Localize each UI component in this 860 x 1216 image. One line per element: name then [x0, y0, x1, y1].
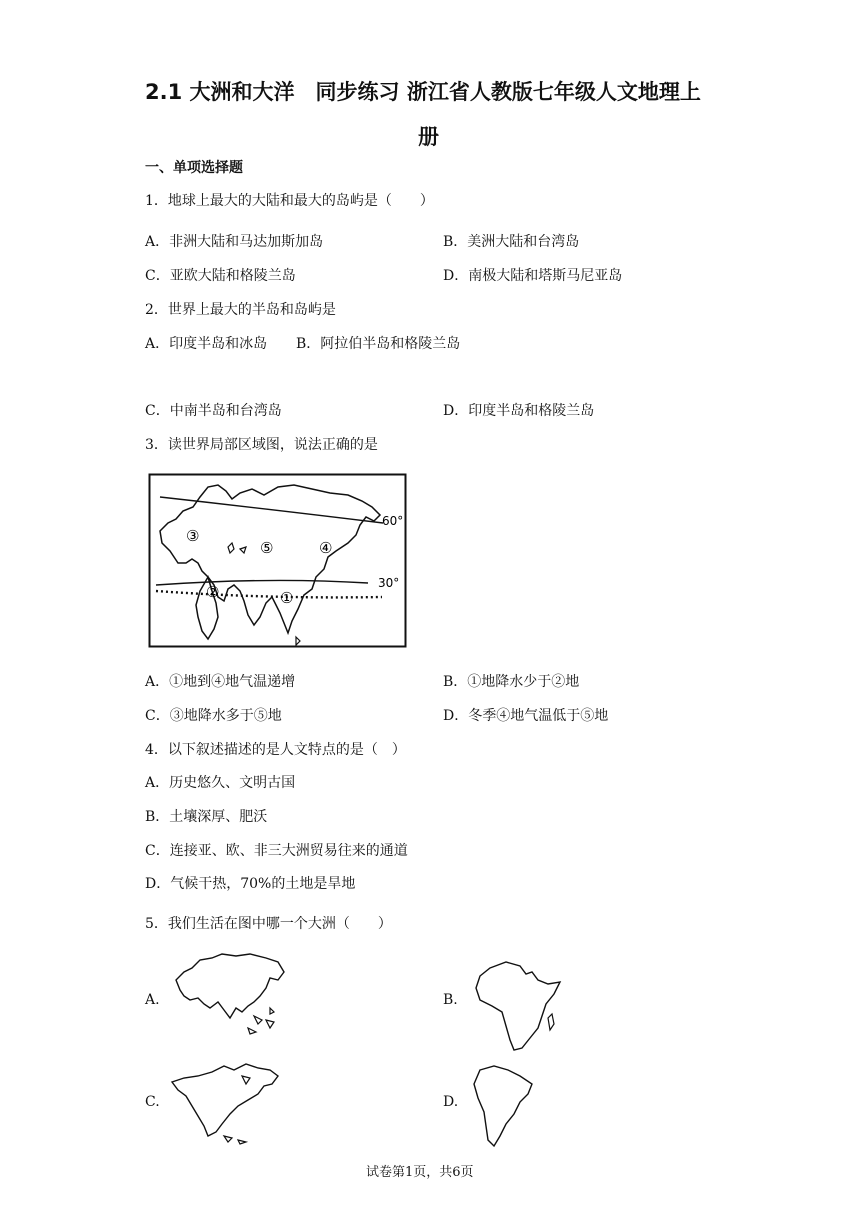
q2-option-d[interactable]: D．印度半岛和格陵兰岛	[443, 403, 595, 419]
q4-option-a[interactable]: A．历史悠久、文明古国	[145, 775, 296, 791]
q2-option-a[interactable]: A．印度半岛和冰岛	[145, 336, 268, 352]
q5-option-c[interactable]: C.	[145, 1094, 160, 1110]
map-label-2: ②	[206, 583, 220, 601]
q4-option-b[interactable]: B．土壤深厚、肥沃	[145, 809, 268, 825]
latitude-60-label: 60°	[382, 514, 404, 528]
q5-option-d[interactable]: D.	[443, 1094, 459, 1110]
q5-option-b[interactable]: B.	[443, 992, 458, 1008]
map-label-1: ①	[280, 589, 294, 607]
page-title-line2: 册	[418, 125, 439, 149]
q1-option-a[interactable]: A．非洲大陆和马达加斯加岛	[145, 234, 324, 250]
q4-option-d[interactable]: D．气候干热，70%的土地是旱地	[145, 876, 356, 892]
north-america-outline-image[interactable]	[168, 1056, 293, 1146]
q3-option-b[interactable]: B．①地降水少于②地	[443, 674, 580, 690]
q2-option-b[interactable]: B．阿拉伯半岛和格陵兰岛	[296, 336, 461, 352]
question-1-stem: 1．地球上最大的大陆和最大的岛屿是（ ）	[145, 193, 434, 209]
question-3-stem: 3．读世界局部区域图，说法正确的是	[145, 437, 378, 453]
page-footer: 试卷第1页，共6页	[366, 1165, 474, 1180]
south-america-outline-image[interactable]	[470, 1062, 540, 1152]
map-label-3: ③	[186, 527, 200, 545]
page-title-line1: 2.1 大洲和大洋 同步练习 浙江省人教版七年级人文地理上	[145, 80, 701, 104]
latitude-30-label: 30°	[378, 576, 400, 590]
q3-option-a[interactable]: A．①地到④地气温递增	[145, 674, 296, 690]
question-2-stem: 2．世界上最大的半岛和岛屿是	[145, 302, 336, 318]
asia-outline-image[interactable]	[170, 950, 290, 1038]
q4-option-c[interactable]: C．连接亚、欧、非三大洲贸易往来的通道	[145, 843, 408, 859]
map-label-5: ⑤	[260, 539, 274, 557]
map-label-4: ④	[319, 539, 333, 557]
question-4-stem: 4．以下叙述描述的是人文特点的是（ ）	[145, 742, 406, 758]
q1-option-b[interactable]: B．美洲大陆和台湾岛	[443, 234, 580, 250]
q2-option-c[interactable]: C．中南半岛和台湾岛	[145, 403, 282, 419]
section-heading: 一、单项选择题	[145, 160, 243, 176]
q3-option-d[interactable]: D．冬季④地气温低于⑤地	[443, 708, 609, 724]
q1-option-d[interactable]: D．南极大陆和塔斯马尼亚岛	[443, 268, 623, 284]
question-5-stem: 5．我们生活在图中哪一个大洲（ ）	[145, 916, 392, 932]
q1-option-c[interactable]: C．亚欧大陆和格陵兰岛	[145, 268, 296, 284]
africa-outline-image[interactable]	[470, 958, 570, 1058]
q5-option-a[interactable]: A.	[145, 992, 160, 1008]
q3-option-c[interactable]: C．③地降水多于⑤地	[145, 708, 282, 724]
world-region-map	[148, 473, 408, 649]
